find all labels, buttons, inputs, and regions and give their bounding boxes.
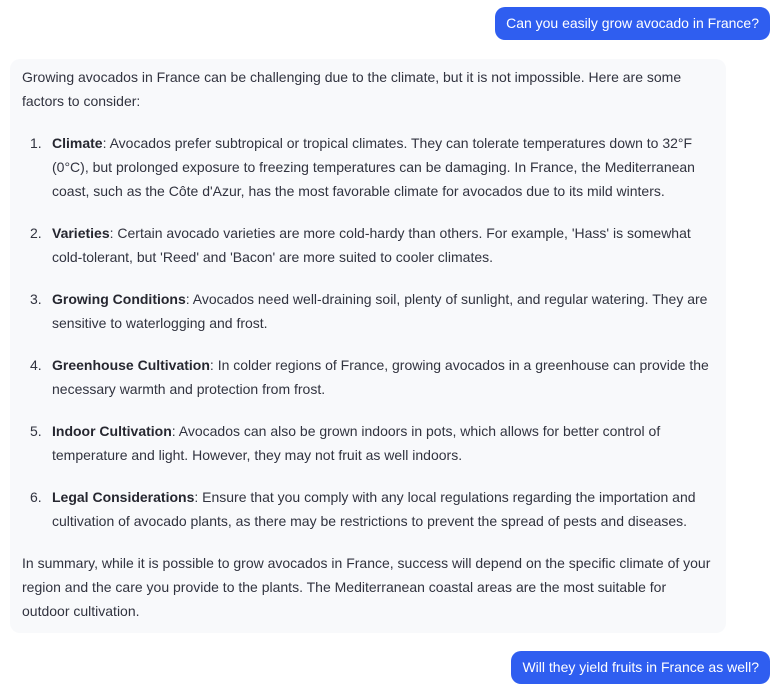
user-message-text: Will they yield fruits in France as well? <box>522 659 759 675</box>
list-item-number: 3. <box>30 291 42 307</box>
factors-list <box>22 131 714 533</box>
assistant-intro-text: Growing avocados in France can be challenging due to the climate, but it is not impossible. Here are some factors to consider: <box>22 69 682 109</box>
list-item-number: 5. <box>30 423 42 439</box>
factor-title: Varieties <box>52 225 110 241</box>
factor-text: : Avocados need well-draining soil, plenty of sunlight, and regular watering. They are sensitive to waterlogging and frost. <box>52 291 708 331</box>
factor-text: : Avocados can also be grown indoors in pots, which allows for better control of temperature and light. However, they may not fruit as well indoors. <box>52 423 661 463</box>
factor-text: : Certain avocado varieties are more cold-hardy than others. For example, 'Hass' is somewhat cold-tolerant, but 'Reed' and 'Bacon' are more suited to cooler climates. <box>52 225 691 265</box>
user-message-bubble <box>511 651 770 684</box>
user-message-bubble <box>495 7 770 40</box>
factor-text: : Avocados prefer subtropical or tropical climates. They can tolerate temperatures down to 32°F (0°C), but prolonged exposure to freezing temperatures can be damaging. In France, the Mediterranean coast, such as the Côte d'Azur, has the most favorable climate for avocados due to its mild winters. <box>52 135 695 199</box>
assistant-message-bubble <box>10 59 726 633</box>
list-item-number: 2. <box>30 225 42 241</box>
factor-text: : In colder regions of France, growing avocados in a greenhouse can provide the necessary warmth and protection from frost. <box>52 357 709 397</box>
factor-title: Growing Conditions <box>52 291 186 307</box>
list-item-number: 6. <box>30 489 42 505</box>
user-message-row <box>495 7 770 40</box>
user-message-text: Can you easily grow avocado in France? <box>506 15 759 31</box>
factor-title: Indoor Cultivation <box>52 423 172 439</box>
list-item <box>22 287 714 335</box>
list-item <box>22 419 714 467</box>
factor-text: : Ensure that you comply with any local regulations regarding the importation and cultivation of avocado plants, as there may be restrictions to prevent the spread of pests and diseases. <box>52 489 696 529</box>
list-item <box>22 485 714 533</box>
list-item <box>22 131 714 203</box>
list-item <box>22 221 714 269</box>
list-item-number: 4. <box>30 357 42 373</box>
user-message-row <box>511 651 770 684</box>
list-item-number: 1. <box>30 135 42 151</box>
factor-title: Legal Considerations <box>52 489 195 505</box>
list-item <box>22 353 714 401</box>
factor-title: Greenhouse Cultivation <box>52 357 210 373</box>
assistant-summary-text: In summary, while it is possible to grow avocados in France, success will depend on the specific climate of your region and the care you provide to the plants. The Mediterranean coastal areas are the most suitable for outdoor cultivation. <box>22 555 711 619</box>
factor-title: Climate <box>52 135 103 151</box>
